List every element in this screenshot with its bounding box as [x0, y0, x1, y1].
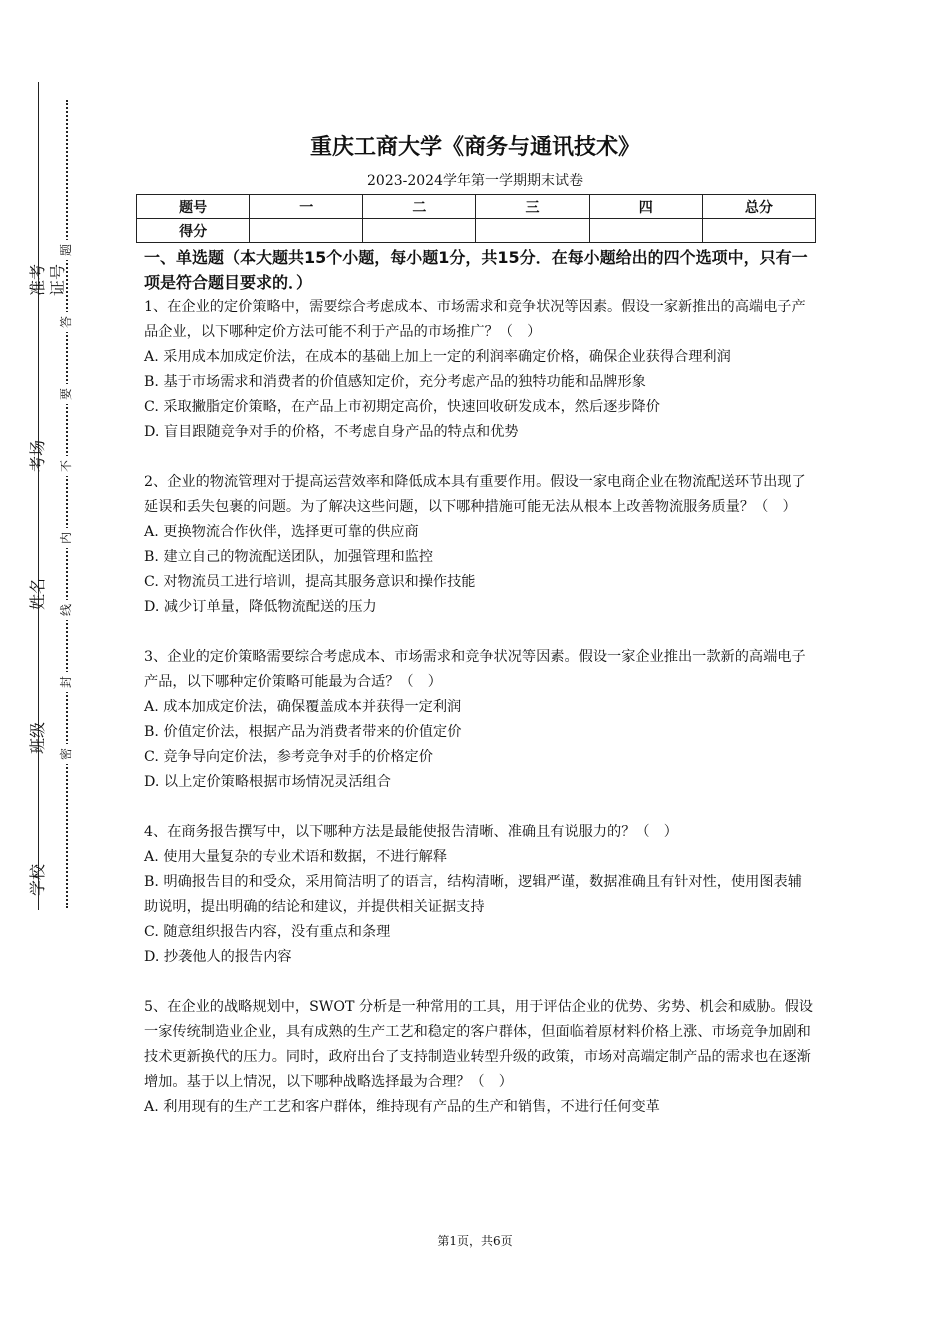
score-table-cell [476, 219, 589, 243]
question-stem: 2、企业的物流管理对于提高运营效率和降低成本具有重要作用。假设一家电商企业在物流配送环节出现了延误和丢失包裹的问题。为了解决这些问题，以下哪种措施可能无法从根本上改善物流服务质量？（ ） [144, 474, 806, 515]
option-b: B. 建立自己的物流配送团队，加强管理和监控 [144, 549, 434, 565]
score-table-cell: 总分 [702, 195, 815, 219]
exam-room-label: 考场 [28, 440, 47, 473]
seal-word: 答 [58, 312, 74, 332]
score-table-cell [250, 219, 363, 243]
score-table-cell: 得分 [137, 219, 250, 243]
seal-word: 内 [58, 528, 74, 548]
option-d: D. 以上定价策略根据市场情况灵活组合 [144, 774, 391, 790]
name-label: 姓名 [28, 578, 47, 611]
score-table-cell [363, 219, 476, 243]
option-a: A. 采用成本加成定价法，在成本的基础上加上一定的利润率确定价格，确保企业获得合理利润 [144, 349, 731, 365]
seal-word: 密 [58, 744, 74, 764]
option-b: B. 明确报告目的和受众，采用简洁明了的语言，结构清晰，逻辑严谨，数据准确且有针对性，使用图表辅助说明，提出明确的结论和建议，并提供相关证据支持 [144, 874, 802, 915]
option-c: C. 竞争导向定价法，参考竞争对手的价格定价 [144, 749, 433, 765]
class-label: 班级 [28, 722, 47, 755]
option-d: D. 减少订单量，降低物流配送的压力 [144, 599, 377, 615]
option-c: C. 对物流员工进行培训，提高其服务意识和操作技能 [144, 574, 476, 590]
option-d: D. 盲目跟随竞争对手的价格，不考虑自身产品的特点和优势 [144, 424, 519, 440]
section-title: 一、单选题（本大题共15个小题，每小题1分，共15分．在每小题给出的四个选项中，只有一项是符合题目要求的．） [144, 248, 808, 292]
option-b: B. 价值定价法，根据产品为消费者带来的价值定价 [144, 724, 462, 740]
seal-word: 题 [58, 240, 74, 260]
score-table-cell: 二 [363, 195, 476, 219]
option-d: D. 抄袭他人的报告内容 [144, 949, 292, 965]
question-2 [144, 470, 814, 620]
binding-dotted-line [66, 100, 68, 908]
option-a: A. 成本加成定价法，确保覆盖成本并获得一定利润 [144, 699, 462, 715]
page-footer: 第1页，共6页 [437, 1234, 513, 1248]
exam-title: 重庆工商大学《商务与通讯技术》 [309, 135, 640, 160]
question-1 [144, 295, 814, 445]
option-c: C. 采取撇脂定价策略，在产品上市初期定高价，快速回收研发成本，然后逐步降价 [144, 399, 660, 415]
question-stem: 1、在企业的定价策略中，需要综合考虑成本、市场需求和竞争状况等因素。假设一家新推出的高端电子产品企业，以下哪种定价方法可能不利于产品的市场推广？（ ） [144, 299, 806, 340]
score-table-cell: 一 [250, 195, 363, 219]
option-a: A. 利用现有的生产工艺和客户群体，维持现有产品的生产和销售，不进行任何变革 [144, 1099, 660, 1115]
score-table-cell [702, 219, 815, 243]
score-table [136, 194, 816, 243]
question-3 [144, 645, 814, 795]
question-4 [144, 820, 814, 970]
school-label: 学校 [28, 864, 47, 897]
question-stem: 5、在企业的战略规划中，SWOT 分析是一种常用的工具，用于评估企业的优势、劣势、机会和威胁。假设一家传统制造业企业，具有成熟的生产工艺和稳定的客户群体，但面临着原材料价格上涨、市场竞争加剧和技术更新换代的压力。同时，政府出台了支持制造业转型升级的政策，市场对高端定制产品的需求也在逐渐增加。基于以上情况，以下哪种战略选择最为合理？（ ） [144, 999, 813, 1090]
question-5 [144, 995, 814, 1120]
seal-word: 线 [58, 600, 74, 620]
exam-subtitle: 2023-2024学年第一学期期末试卷 [367, 173, 583, 189]
question-stem: 3、企业的定价策略需要综合考虑成本、市场需求和竞争状况等因素。假设一家企业推出一款新的高端电子产品，以下哪种定价策略可能最为合适？（ ） [144, 649, 806, 690]
score-table-cell: 三 [476, 195, 589, 219]
seal-word: 不 [58, 456, 74, 476]
score-table-score-row [137, 219, 816, 243]
binding-solid-line [38, 82, 39, 910]
exam-content [144, 245, 814, 1145]
score-table-cell: 题号 [137, 195, 250, 219]
score-table-header-row [137, 195, 816, 219]
seal-word: 封 [58, 672, 74, 692]
option-c: C. 随意组织报告内容，没有重点和条理 [144, 924, 391, 940]
score-table-cell [589, 219, 702, 243]
score-table-cell: 四 [589, 195, 702, 219]
option-a: A. 更换物流合作伙伴，选择更可靠的供应商 [144, 524, 419, 540]
option-b: B. 基于市场需求和消费者的价值感知定价，充分考虑产品的独特功能和品牌形象 [144, 374, 646, 390]
exam-id-label: 准考证号 [28, 264, 67, 297]
question-stem: 4、在商务报告撰写中，以下哪种方法是最能使报告清晰、准确且有说服力的？（ ） [144, 824, 678, 840]
option-a: A. 使用大量复杂的专业术语和数据，不进行解释 [144, 849, 448, 865]
seal-word: 要 [58, 384, 74, 404]
